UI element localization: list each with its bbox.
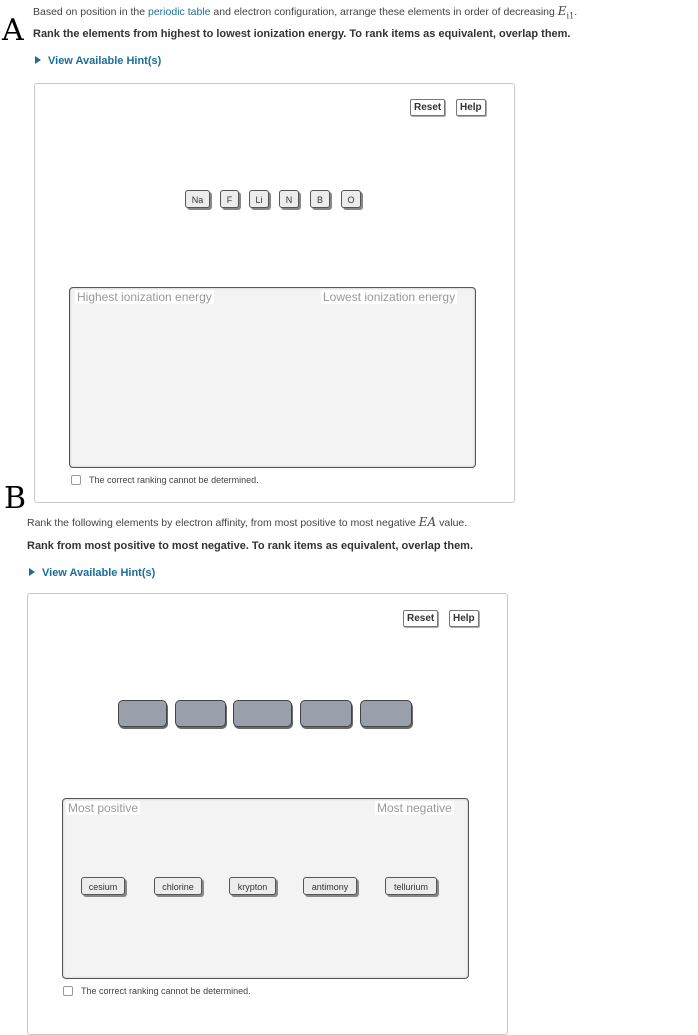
part-b-hint-toggle[interactable] xyxy=(29,567,155,579)
part-a-handwritten-label: A xyxy=(2,13,24,48)
part-a-rank-left-label: Highest ionization energy xyxy=(77,290,212,304)
ranked-tile-tellurium[interactable]: tellurium xyxy=(385,877,437,895)
element-tile-na[interactable]: Na xyxy=(185,190,210,208)
part-b-cannot-determine-checkbox[interactable] xyxy=(63,986,73,996)
part-b-cannot-determine-label: The correct ranking cannot be determined. xyxy=(81,986,251,996)
element-tile-b[interactable]: B xyxy=(310,190,330,208)
expand-triangle-icon xyxy=(29,568,35,576)
part-b-handwritten-label: B xyxy=(4,481,27,516)
part-b-instruction: Rank from most positive to most negative. To rank items as equivalent, overlap them. xyxy=(27,540,474,552)
part-a-instruction: Rank the elements from highest to lowest ionization energy. To rank items as equivalent, overlap them. xyxy=(33,28,571,40)
ranked-tile-krypton[interactable]: krypton xyxy=(229,877,276,895)
part-b-intro xyxy=(27,515,467,529)
ranked-tile-antimony[interactable]: antimony xyxy=(303,877,357,895)
expand-triangle-icon xyxy=(35,56,41,64)
part-b-rank-right-label: Most negative xyxy=(377,801,452,815)
part-a-intro: Based on position in the periodic table and electron configuration, arrange these elements in order of decreasing $E_{i1}$. xyxy=(33,4,578,21)
part-b-intro-post: value. xyxy=(436,517,468,529)
part-b-cannot-determine[interactable] xyxy=(63,986,251,996)
element-tile-n[interactable]: N xyxy=(279,190,299,208)
part-a-cannot-determine-checkbox[interactable] xyxy=(71,475,81,485)
ionization-energy-symbol: $E_{i1}$ xyxy=(557,4,575,21)
part-a-intro-post: and electron configuration, arrange these elements in order of decreasing xyxy=(210,6,558,18)
part-a-reset-button[interactable]: Reset xyxy=(410,99,445,116)
part-a-cannot-determine-label: The correct ranking cannot be determined. xyxy=(89,475,259,485)
empty-tile-slot xyxy=(360,700,412,727)
part-b-rank-left-label: Most positive xyxy=(68,801,139,815)
part-a-rank-right-label: Lowest ionization energy xyxy=(323,290,456,304)
part-a-hint-toggle[interactable] xyxy=(35,55,161,67)
ranked-tile-chlorine[interactable]: chlorine xyxy=(154,877,202,895)
part-b-help-button[interactable]: Help xyxy=(449,610,479,627)
part-a-cannot-determine[interactable] xyxy=(71,475,259,485)
part-a-help-button[interactable]: Help xyxy=(456,99,486,116)
part-a-hint-label: View Available Hint(s) xyxy=(48,55,162,67)
element-tile-li[interactable]: Li xyxy=(249,190,269,208)
empty-tile-slot xyxy=(118,700,167,727)
part-b-hint-label: View Available Hint(s) xyxy=(42,567,156,579)
part-a-rank-dropzone[interactable] xyxy=(69,287,476,468)
empty-tile-slot xyxy=(233,700,292,727)
part-b-intro-pre: Rank the following elements by electron affinity, from most positive to most negative xyxy=(27,517,419,529)
part-b-reset-button[interactable]: Reset xyxy=(403,610,438,627)
empty-tile-slot xyxy=(300,700,352,727)
electron-affinity-symbol: EA xyxy=(418,515,437,529)
element-tile-o[interactable]: O xyxy=(341,190,361,208)
part-a-intro-pre: Based on position in the xyxy=(33,6,148,18)
empty-tile-slot xyxy=(175,700,226,727)
periodic-table-link[interactable]: periodic table xyxy=(148,6,211,18)
element-tile-f[interactable]: F xyxy=(220,190,239,208)
ranked-tile-cesium[interactable]: cesium xyxy=(81,877,125,895)
